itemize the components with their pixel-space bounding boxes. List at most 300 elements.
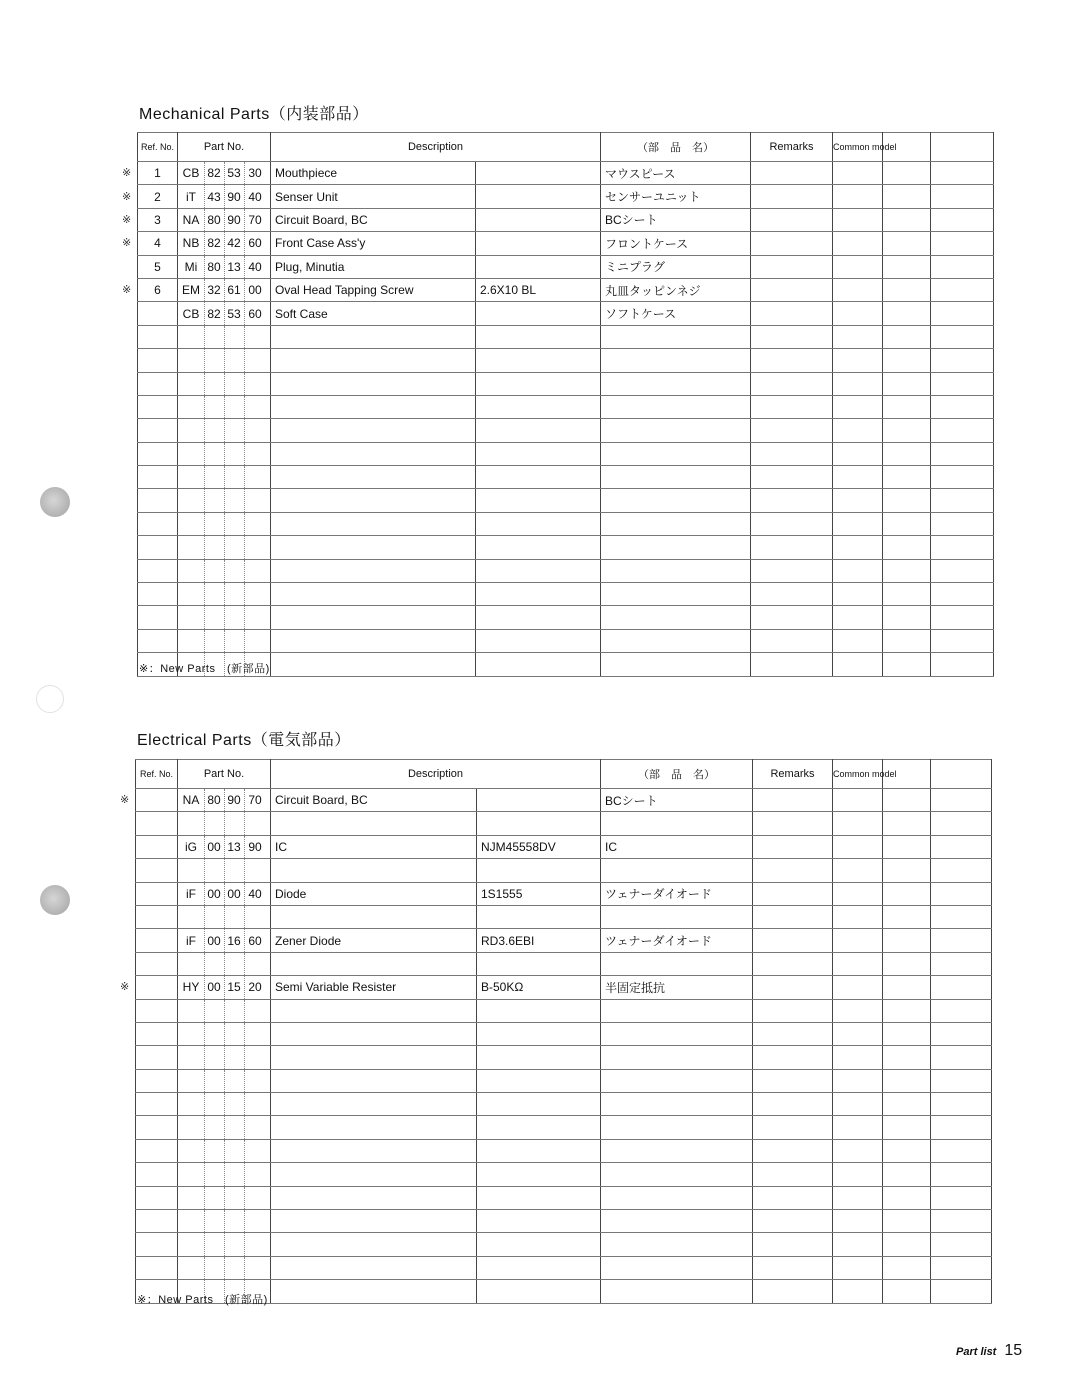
part-no-cell [178, 1022, 271, 1045]
extra-cell [883, 559, 931, 582]
jp-name-cell: IC [601, 835, 753, 858]
spec-cell [477, 789, 601, 812]
extra-cell [883, 442, 931, 465]
jp-name-cell [601, 606, 751, 629]
part-no-divider [204, 513, 205, 535]
page-number: 15 [1004, 1342, 1023, 1359]
remarks-cell [753, 1280, 833, 1303]
part-no-divider [224, 326, 225, 348]
part-no-divider [224, 185, 225, 207]
jp-name-cell [601, 325, 751, 348]
part-no-divider [244, 162, 245, 184]
jp-name-cell [601, 1210, 753, 1233]
part-no-divider [204, 396, 205, 418]
part-no-divider [244, 536, 245, 558]
description-cell [271, 489, 476, 512]
part-no-divider [204, 256, 205, 278]
remarks-cell [753, 1139, 833, 1162]
extra-cell [883, 1210, 931, 1233]
extra-cell [883, 1233, 931, 1256]
part-no-cell [178, 606, 271, 629]
part-no-divider [204, 906, 205, 928]
jp-name-cell [601, 1046, 753, 1069]
remarks-header: Remarks [751, 133, 833, 162]
extra-cell [883, 302, 931, 325]
part-no-divider [204, 789, 205, 811]
table-row [138, 325, 994, 348]
part-no-divider [224, 630, 225, 652]
spec-cell [477, 1280, 601, 1303]
extra-cell [931, 1046, 992, 1069]
ref-no-cell [136, 929, 178, 952]
ref-no-cell [138, 419, 178, 442]
description-cell [271, 629, 476, 652]
part-no-divider [244, 560, 245, 582]
jp-name-header: （部 品 名） [601, 760, 753, 789]
part-no-divider [204, 883, 205, 905]
header-row [138, 133, 994, 162]
extra-cell [883, 789, 931, 812]
common-model-cell [833, 162, 883, 185]
spec-cell [476, 629, 601, 652]
spec-cell: 1S1555 [477, 882, 601, 905]
remarks-cell [753, 882, 833, 905]
common-model-cell [833, 372, 883, 395]
jp-name-header: （部 品 名） [601, 133, 751, 162]
part-no-segment: HY [182, 980, 200, 995]
extra-cell [883, 1163, 931, 1186]
part-no-divider [204, 560, 205, 582]
spec-cell [476, 466, 601, 489]
description-cell [271, 442, 476, 465]
part-no-divider [204, 279, 205, 301]
table-row [136, 882, 992, 905]
part-no-divider [204, 1163, 205, 1185]
common-model-cell [833, 1093, 883, 1116]
part-no-divider [204, 976, 205, 998]
extra-cell [931, 1210, 992, 1233]
part-no-divider [224, 929, 225, 951]
extra-cell [883, 653, 931, 676]
extra-cell [883, 812, 931, 835]
part-no-divider [204, 443, 205, 465]
electrical-parts-title: Electrical Parts（電気部品） [137, 732, 351, 749]
extra-cell [883, 349, 931, 372]
part-no-cell [178, 1093, 271, 1116]
part-no-cell [178, 536, 271, 559]
jp-name-cell [601, 395, 751, 418]
common-model-cell [833, 1116, 883, 1139]
part-no-divider [244, 836, 245, 858]
extra-cell [931, 905, 992, 928]
spec-cell: B-50KΩ [477, 976, 601, 999]
spec-cell [477, 1022, 601, 1045]
extra-cell [931, 559, 994, 582]
part-no-segment: 40 [248, 886, 262, 901]
extra-cell [931, 208, 994, 231]
part-no-divider [224, 349, 225, 371]
remarks-cell [751, 442, 833, 465]
page-footer [956, 1342, 1022, 1360]
spec-cell [477, 1139, 601, 1162]
jp-name-cell [601, 905, 753, 928]
part-no-cell [178, 302, 271, 325]
part-no-segment: 61 [227, 283, 241, 298]
new-part-mark: ※ [120, 981, 130, 994]
description-cell [271, 1163, 477, 1186]
remarks-cell [751, 395, 833, 418]
ref-no-cell [136, 952, 178, 975]
part-no-divider [224, 1210, 225, 1232]
part-no-cell [178, 1116, 271, 1139]
part-no-cell [178, 559, 271, 582]
extra-cell [883, 976, 931, 999]
part-no-divider [224, 1093, 225, 1115]
common-model-cell [833, 1163, 883, 1186]
electrical-new-parts-note: ※：New Parts (新部品) [137, 1294, 268, 1306]
part-no-header: Part No. [178, 760, 271, 789]
common-model-cell [833, 653, 883, 676]
part-no-divider [244, 1023, 245, 1045]
common-model-cell [833, 789, 883, 812]
spec-cell [477, 859, 601, 882]
part-no-divider [204, 1233, 205, 1255]
remarks-cell [753, 789, 833, 812]
table-row [136, 999, 992, 1022]
table-row [138, 302, 994, 325]
remarks-cell [751, 653, 833, 676]
extra-cell [883, 419, 931, 442]
table-row [138, 489, 994, 512]
remarks-cell [753, 952, 833, 975]
table-row [138, 185, 994, 208]
part-no-divider [204, 1046, 205, 1068]
remarks-header: Remarks [753, 760, 833, 789]
extra-cell [883, 278, 931, 301]
part-no-segment: NB [182, 236, 200, 251]
new-part-mark: ※ [122, 167, 132, 180]
common-model-cell [833, 185, 883, 208]
part-no-cell [178, 372, 271, 395]
description-cell: Circuit Board, BC [271, 789, 477, 812]
spec-cell [477, 1256, 601, 1279]
part-no-divider [204, 630, 205, 652]
extra-cell [931, 653, 994, 676]
extra-cell [883, 1139, 931, 1162]
description-cell [271, 1022, 477, 1045]
part-no-divider [224, 396, 225, 418]
part-no-cell [178, 208, 271, 231]
description-cell: Soft Case [271, 302, 476, 325]
part-no-cell [178, 1256, 271, 1279]
remarks-cell [751, 232, 833, 255]
remarks-cell [751, 629, 833, 652]
part-no-segment: 30 [248, 166, 262, 181]
table-row [136, 952, 992, 975]
ref-no-cell [138, 536, 178, 559]
common-model-cell [833, 583, 883, 606]
part-no-divider [204, 583, 205, 605]
part-no-divider [244, 1257, 245, 1279]
part-no-cell [178, 859, 271, 882]
remarks-cell [753, 1256, 833, 1279]
table-row [136, 789, 992, 812]
part-no-divider [244, 396, 245, 418]
table-row [136, 1256, 992, 1279]
jp-name-cell [601, 583, 751, 606]
table-row [136, 859, 992, 882]
part-no-divider [244, 209, 245, 231]
remarks-cell [751, 536, 833, 559]
part-no-divider [204, 1023, 205, 1045]
ref-no-cell [136, 882, 178, 905]
part-no-segment: 90 [227, 212, 241, 227]
part-no-divider [244, 302, 245, 324]
description-header: Description [271, 760, 601, 789]
part-no-divider [224, 1187, 225, 1209]
spec-cell: 2.6X10 BL [476, 278, 601, 301]
ref-no-cell [136, 812, 178, 835]
part-no-divider [244, 1210, 245, 1232]
spec-cell [477, 1046, 601, 1069]
extra-cell [931, 1069, 992, 1092]
extra-cell [883, 859, 931, 882]
extra-cell [931, 349, 994, 372]
part-no-divider [244, 812, 245, 834]
common-model-cell [833, 255, 883, 278]
description-cell [271, 1139, 477, 1162]
part-no-segment: 90 [227, 793, 241, 808]
jp-name-cell [601, 512, 751, 535]
jp-name-cell [601, 489, 751, 512]
extra-cell [931, 302, 994, 325]
remarks-cell [753, 1116, 833, 1139]
ref-no-cell [136, 1163, 178, 1186]
part-no-segment: 80 [207, 212, 221, 227]
extra-column-header [931, 133, 994, 162]
description-header: Description [271, 133, 601, 162]
ref-no-cell [136, 835, 178, 858]
jp-name-cell [601, 1116, 753, 1139]
remarks-cell [751, 208, 833, 231]
ref-no-cell [136, 1116, 178, 1139]
extra-cell [931, 859, 992, 882]
part-no-divider [244, 232, 245, 254]
part-no-cell [178, 512, 271, 535]
common-model-cell [833, 929, 883, 952]
ref-no-cell: 5 [138, 255, 178, 278]
part-no-divider [244, 1000, 245, 1022]
part-no-divider [244, 1187, 245, 1209]
part-no-divider [224, 513, 225, 535]
remarks-cell [753, 999, 833, 1022]
extra-cell [883, 1093, 931, 1116]
common-model-cell [833, 629, 883, 652]
part-no-divider [244, 1116, 245, 1138]
ref-no-cell: 6 [138, 278, 178, 301]
part-no-segment: iT [186, 189, 196, 204]
extra-cell [883, 466, 931, 489]
jp-name-cell: 半固定抵抗 [601, 976, 753, 999]
part-no-cell [178, 1046, 271, 1069]
part-no-segment: 90 [248, 839, 262, 854]
part-no-divider [244, 466, 245, 488]
part-no-divider [204, 1000, 205, 1022]
common-model-cell [833, 1210, 883, 1233]
table-row [138, 349, 994, 372]
part-no-cell [178, 835, 271, 858]
extra-cell [931, 952, 992, 975]
table-row [136, 1233, 992, 1256]
part-no-divider [224, 1163, 225, 1185]
description-cell [271, 606, 476, 629]
part-no-divider [204, 349, 205, 371]
part-no-cell [178, 1163, 271, 1186]
jp-name-cell: ソフトケース [601, 302, 751, 325]
ref-no-cell [136, 789, 178, 812]
jp-name-cell: BCシート [601, 789, 753, 812]
remarks-cell [753, 1186, 833, 1209]
common-model-cell [833, 976, 883, 999]
part-no-segment: 13 [227, 259, 241, 274]
part-no-cell [178, 395, 271, 418]
part-no-segment: NA [182, 793, 200, 808]
description-cell [271, 372, 476, 395]
part-no-segment: 60 [248, 933, 262, 948]
part-no-divider [204, 836, 205, 858]
new-part-mark: ※ [120, 794, 130, 807]
extra-cell [883, 536, 931, 559]
binder-hole-faint [36, 685, 64, 713]
description-cell [271, 512, 476, 535]
extra-cell [883, 1046, 931, 1069]
extra-cell [883, 185, 931, 208]
part-no-divider [244, 256, 245, 278]
common-model-cell [833, 1233, 883, 1256]
part-no-cell [178, 349, 271, 372]
jp-name-cell: ツェナーダイオード [601, 882, 753, 905]
jp-name-cell [601, 536, 751, 559]
part-no-divider [224, 812, 225, 834]
extra-cell [883, 1256, 931, 1279]
remarks-cell [751, 162, 833, 185]
part-no-divider [204, 536, 205, 558]
ref-no-cell [138, 512, 178, 535]
part-no-divider [224, 859, 225, 881]
jp-name-cell [601, 1093, 753, 1116]
spec-cell: NJM45558DV [477, 835, 601, 858]
ref-no-cell [136, 1233, 178, 1256]
part-no-divider [244, 185, 245, 207]
description-cell [271, 536, 476, 559]
table-row [138, 372, 994, 395]
jp-name-cell [601, 1233, 753, 1256]
table-row [138, 466, 994, 489]
part-no-segment: 82 [207, 166, 221, 181]
common-model-cell [833, 232, 883, 255]
part-no-divider [204, 232, 205, 254]
description-cell [271, 1046, 477, 1069]
extra-cell [931, 162, 994, 185]
jp-name-cell [601, 1069, 753, 1092]
extra-cell [931, 976, 992, 999]
table-row [138, 442, 994, 465]
part-no-divider [224, 560, 225, 582]
jp-name-cell [601, 466, 751, 489]
part-no-divider [224, 1070, 225, 1092]
part-no-segment: 00 [207, 933, 221, 948]
part-no-cell [178, 466, 271, 489]
spec-cell [476, 325, 601, 348]
extra-cell [931, 419, 994, 442]
binder-hole [40, 885, 70, 915]
ref-no-cell [136, 1186, 178, 1209]
table-row [136, 1069, 992, 1092]
remarks-cell [753, 1022, 833, 1045]
ref-no-cell [138, 442, 178, 465]
common-model-cell [833, 489, 883, 512]
part-no-divider [244, 929, 245, 951]
extra-cell [931, 583, 994, 606]
part-no-segment: 80 [207, 793, 221, 808]
extra-cell [931, 1233, 992, 1256]
spec-cell [476, 162, 601, 185]
part-no-segment: 13 [227, 839, 241, 854]
jp-name-cell [601, 349, 751, 372]
ref-no-cell [138, 583, 178, 606]
table-row [138, 559, 994, 582]
extra-cell [931, 929, 992, 952]
ref-no-cell [136, 1093, 178, 1116]
extra-cell [883, 952, 931, 975]
part-no-divider [244, 630, 245, 652]
description-cell [271, 1069, 477, 1092]
electrical-parts-table [135, 759, 992, 1304]
part-no-divider [204, 209, 205, 231]
remarks-cell [751, 255, 833, 278]
common-model-cell [833, 1069, 883, 1092]
part-no-cell [178, 1186, 271, 1209]
jp-name-cell [601, 559, 751, 582]
ref-no-cell [138, 606, 178, 629]
spec-cell [476, 442, 601, 465]
extra-column-header [931, 760, 992, 789]
part-no-segment: Mi [184, 259, 198, 274]
remarks-cell [751, 583, 833, 606]
part-no-divider [244, 1093, 245, 1115]
part-no-divider [224, 466, 225, 488]
part-no-divider [244, 606, 245, 628]
part-no-divider [244, 1163, 245, 1185]
extra-cell [931, 789, 992, 812]
part-no-segment: 53 [227, 306, 241, 321]
spec-cell [476, 583, 601, 606]
extra-cell [883, 929, 931, 952]
part-no-segment: 60 [248, 236, 262, 251]
ref-no-cell [138, 629, 178, 652]
common-model-header: Common model [833, 133, 883, 162]
spec-cell [476, 302, 601, 325]
description-cell: IC [271, 835, 477, 858]
ref-no-cell [136, 1046, 178, 1069]
spec-cell [476, 559, 601, 582]
description-cell [271, 1233, 477, 1256]
remarks-cell [753, 929, 833, 952]
part-no-segment: 16 [227, 933, 241, 948]
part-no-divider [204, 953, 205, 975]
remarks-cell [751, 559, 833, 582]
part-no-divider [224, 1257, 225, 1279]
